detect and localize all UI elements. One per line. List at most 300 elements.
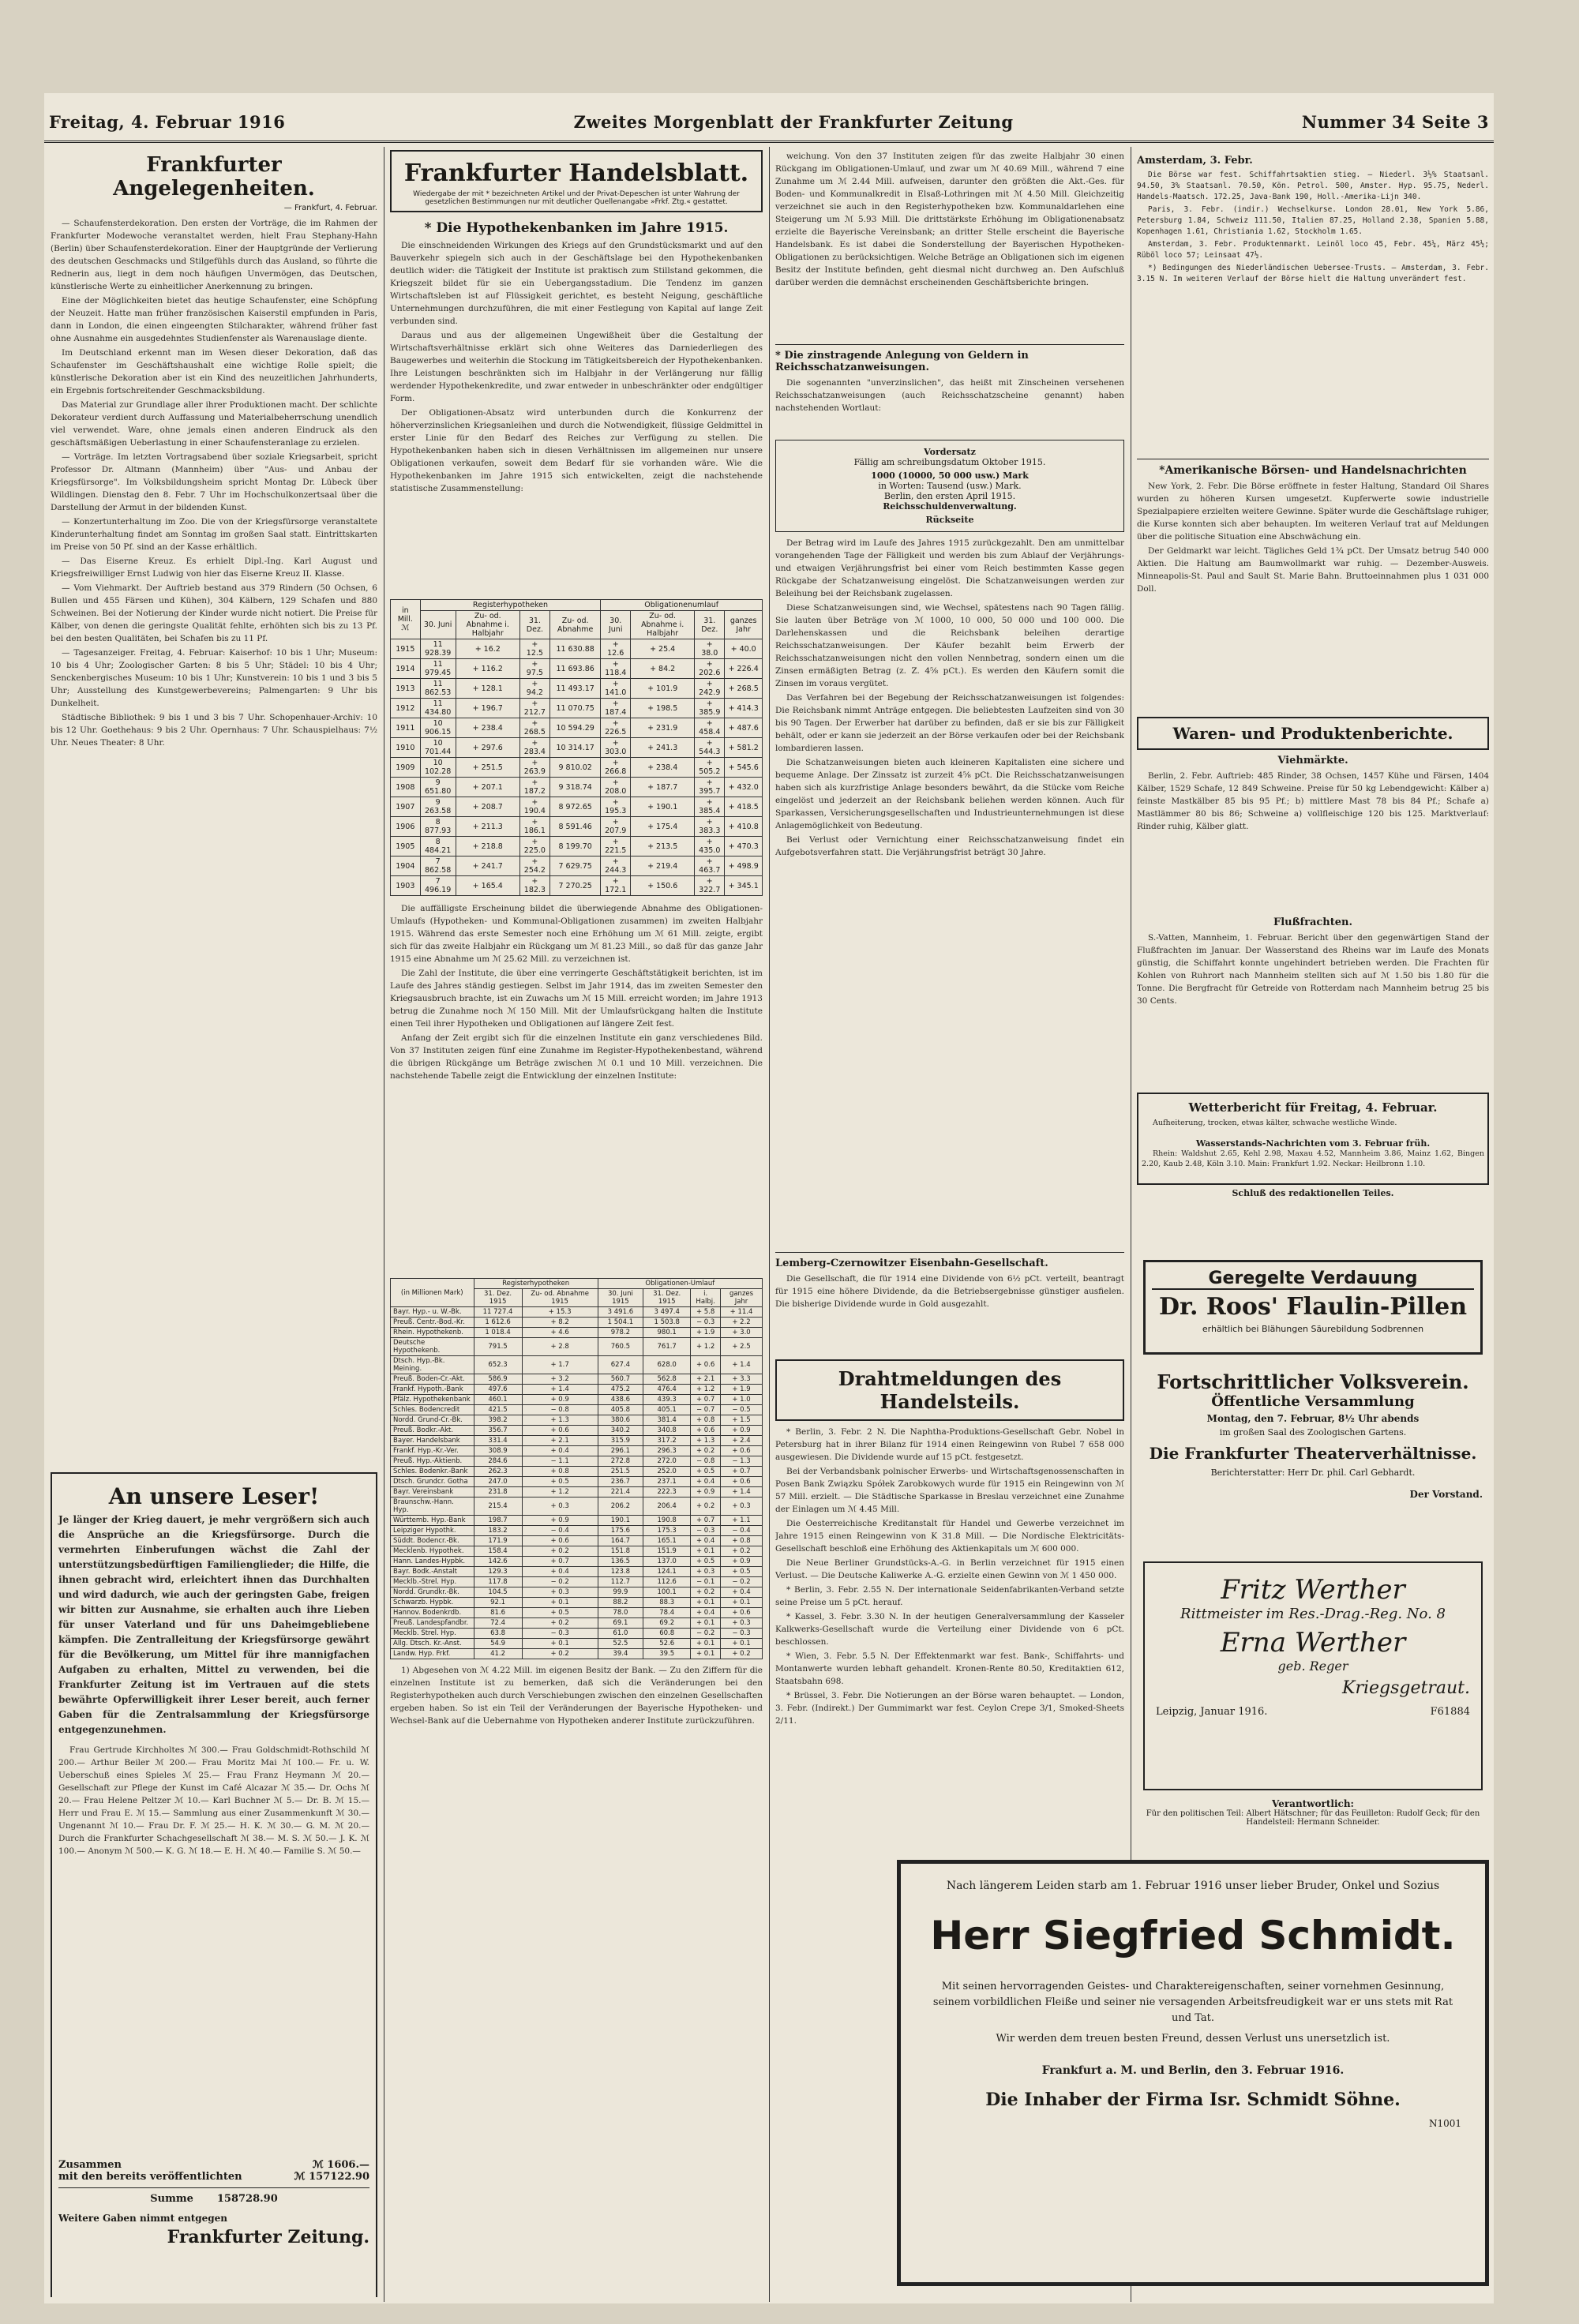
table-cell: + 4.6: [522, 1328, 598, 1338]
table-cell: + 187.7: [631, 778, 695, 797]
table-cell: + 470.3: [725, 837, 763, 857]
table-cell: − 0.8: [522, 1405, 598, 1415]
article-text: Die einschneidenden Wirkungen des Kriegs auf den Grundstücksmarkt und auf den Bauverkehr spiegeln sich auch in der Geschäftslage bei den Hypothekenbanken deutlich wider: die Tätigkeit der Institute ist praktisch zum Stillstand gekommen, die Kriegszeit bildet für sie ein Uebergangsstadium. Die Tendenz im ganzen Wirtschaftsleben ist auf Flüssigkeit gerichtet, es besteht Neigung, geschäftliche Unternehmungen durchzuführen, die mit einer Festlegung von Kapital auf lange Zeit verbunden sind. Daraus und aus der allgemeinen Ungewißheit über die Gestaltung der Wirtschaftsverhältnisse erklärt sich ohne Weiteres das Darniederliegen des Baugewerbes und weiterhin die Stockung im Tätigkeitsbereich der Hypothekenbanken. Ihre Leistungen beschränkten sich im Halbjahr in der Verlängerung nur fällig werdender Hypothekenkredite, und zwar entweder in unbeschränkter oder endgültiger Form. Der Obligationen-Absatz wird unterbunden durch die Konkurrenz der höherverzinslichen Kriegsanleihen und durch die Notwendigkeit, flüssige Geldmittel in erster Linie für den Bedarf des Reiches zur Verfügung zu stellen. Die Hypothekenbanken haben sich in diesen Verhältnissen im allgemeinen nur unsere Obligationen verkaufen, soweit dem Bedarf für sie vorhanden wäre. Wie die Hypothekenbanken im Jahre 1915 sich entwickelten, zeigt die nachstehende statistische Zusammenstellung:: [390, 241, 763, 493]
table-cell: + 0.1: [522, 1639, 598, 1649]
table-cell: − 0.4: [522, 1526, 598, 1536]
table-cell: 8 591.46: [549, 817, 600, 837]
table-cell: + 0.9: [522, 1395, 598, 1405]
table-row: [391, 1328, 763, 1338]
table-cell: 1913: [391, 679, 421, 699]
table-cell: 11 434.80: [420, 699, 456, 718]
table-cell: + 0.8: [522, 1467, 598, 1477]
table-cell: 206.4: [643, 1497, 691, 1516]
section-title: Frankfurter Angelegenheiten.: [113, 153, 315, 201]
table-row: [391, 1587, 763, 1598]
table-cell: + 0.1: [691, 1598, 721, 1608]
table-cell: + 0.4: [691, 1536, 721, 1546]
table-cell: + 268.5: [725, 679, 763, 699]
table-row: [391, 1557, 763, 1567]
article-text: Der Betrag wird im Laufe des Jahres 1915 zurückgezahlt. Den am unmittelbar vorangehenden Tage der Fälligkeit und werden bis zum Ablauf der Verjährungs- und etwaigen Verjährungsfrist bei einer vom Reich bestimmten Kasse gegen Rückgabe der Schatzanweisung eingelöst. Die Schatzanweisungen werden zur Beleihung bei der Reichsbank zugelassen. Diese Schatzanweisungen sind, wie Wechsel, spätestens nach 90 Tagen fällig. Sie lauten über Beträge von ℳ 1000, 10 000, 50 000 und 100 000. Die Darlehenskassen und die Reichsbank beleihen derartige Reichsschatzanweisungen. Der Käufer bezahlt beim Erwerb der Reichsschatzanweisungen nicht den vollen Nennbetrag, sondern einen um die Zinsen ermäßigten Betrag (z. Z. 4⅝ pCt.). Es werden den Käufern somit die Zinsen im voraus vergütet. Das Verfahren bei der Begebung der Reichsschatzanweisungen ist folgendes: Die Reichsbank nimmt Anträge entgegen. Die beliebtesten Laufzeiten sind von 30 bis 90 Tagen. Der Erwerber hat darüber zu befinden, daß er sie bis zur Fälligkeit behält, oder er kann sie jederzeit an der Börse verkaufen oder bei der Reichsbank lombardieren lassen. Die Schatzanweisungen bieten auch kleineren Kapitalisten eine sichere und bequeme Anlage. Der Zinssatz ist zurzeit 4⅝ pCt. Die Reichsschatzanweisungen haben sich als kurzfristige Anlage besonders bewährt, da die Stücke vom Reiche eingelöst und jederzeit an der Reichsbank beliehen werden können. Auch für Sparkassen, Versicherungsgesellschaften und Industrieunternehmungen ist diese Anlagemöglichkeit von Bedeutung. Bei Verlust oder Vernichtung einer Reichsschatzanweisung findet ein Aufgebotsverfahren statt. Die Verjährungsfrist beträgt 30 Jahre.: [775, 538, 1124, 857]
table-cell: + 435.0: [695, 837, 725, 857]
table-cell: − 0.7: [691, 1405, 721, 1415]
table-cell: + 5.8: [691, 1307, 721, 1318]
table-row: [391, 817, 763, 837]
notice-title: An unsere Leser!: [108, 1483, 320, 1509]
table-cell: + 0.7: [691, 1516, 721, 1526]
table-cell: + 254.2: [519, 857, 549, 876]
table-cell: + 0.2: [522, 1546, 598, 1557]
section-title: Frankfurter Handelsblatt.: [403, 159, 749, 187]
article-text: New York, 2. Febr. Die Börse eröffnete in fester Haltung, Standard Oil Shares wurden zu höheren Kursen umgesetzt. Kupferwerte sowie industrielle Spezialpapiere erzielten weitere Gewinne. Später wurde die Geschäftslage ruhiger, die Kurse konnten sich aber behaupten. Im weiteren Verlauf trat auf Meldungen über die politische Situation eine Abschwächung ein. Der Geldmarkt war leicht. Tägliches Geld 1¾ pCt. Der Umsatz betrug 540 000 Aktien. Die Haltung am Baumwollmarkt war ruhig. — Dezember-Ausweis. Minneapolis-St. Paul and Sault St. Marie Bahn. Bruttoeinnahmen plus 1 031 000 Doll.: [1137, 482, 1489, 594]
table-cell: 99.9: [598, 1587, 643, 1598]
table-cell: + 1.3: [691, 1436, 721, 1446]
table-row: [391, 1385, 763, 1395]
table-cell: 1911: [391, 718, 421, 738]
section-heading: Lemberg-Czernowitzer Eisenbahn-Gesellschaft.: [775, 1258, 1048, 1269]
table-cell: + 198.5: [631, 699, 695, 718]
table-cell: − 0.4: [721, 1526, 763, 1536]
table-row: [391, 1426, 763, 1436]
table-cell: − 0.3: [691, 1318, 721, 1328]
table-cell: + 208.0: [601, 778, 631, 797]
bank-name: Preuß. Bodkr.-Akt.: [391, 1426, 474, 1436]
article-text: Die sogenannten "unverzinslichen", das heißt mit Zinscheinen versehenen Reichsschatzanweisungen (auch Reichsschatzscheine genannt) haben nachstehenden Wortlaut:: [775, 378, 1124, 413]
table-header: in Mill. ℳ: [391, 600, 421, 639]
table-cell: + 0.2: [691, 1497, 721, 1516]
table-cell: 39.5: [643, 1649, 691, 1659]
bank-name: Bayr. Vereinsbank: [391, 1487, 474, 1497]
bank-name: Dtsch. Grundcr. Gotha: [391, 1477, 474, 1487]
table-cell: + 263.9: [519, 758, 549, 778]
table-cell: 88.2: [598, 1598, 643, 1608]
table-cell: 1903: [391, 876, 421, 896]
table-cell: + 1.5: [721, 1415, 763, 1426]
bank-name: Preuß. Hyp.-Aktienb.: [391, 1456, 474, 1467]
table-cell: + 0.7: [522, 1557, 598, 1567]
table-cell: + 0.1: [691, 1546, 721, 1557]
table-cell: 221.4: [598, 1487, 643, 1497]
table-cell: 296.1: [598, 1446, 643, 1456]
bank-name: Rhein. Hypothekenb.: [391, 1328, 474, 1338]
table-cell: 237.1: [643, 1477, 691, 1487]
bank-name: Schwarzb. Hypbk.: [391, 1598, 474, 1608]
responsible-editors: Verantwortlich: Für den politischen Teil: Albert Hätschner; für das Feuilleton: Rudolf Geck; für den Handelsteil: Hermann Schneider.: [1146, 1798, 1480, 1827]
article-text: S.-Vatten, Mannheim, 1. Februar. Bericht über den gegenwärtigen Stand der Flußfrachten im Januar. Der Wasserstand des Rheins war im Laufe des Monats günstig, die Schiffahrt konnte ungehindert betrieben werden. Die Frachten für Kohlen von Ruhrort nach Mannheim stellten sich auf ℳ 1.50 bis 1.80 für die Tonne. Die Bergfracht für Getreide von Rotterdam nach Mannheim betrug 25 bis 30 Cents.: [1137, 933, 1489, 1006]
mortgage-table-banks: (in Millionen Mark) Registerhypotheken Obligationen-Umlauf 31. Dez. 1915 Zu- od. Abnahme 1915 30. Juni 1915 31. Dez. 1915 i. Halbj. ganzes Jahr Bayr. Hyp.- u. W.-Bk. 11 727.4 + 15.3 3 491.6 3 497.4 + 5.8 + 11.4 Preuß. Centr.-Bod.-Kr. 1 612.6 + 8.2 1 504.1 1 503.8 − 0.3 + 2.2 Rhein. Hypothekenb. 1 018.4 + 4.6 978.2 980.1 + 1.9 + 3.0 Deutsche Hypothekenb. 791.5 + 2.8 760.5 761.7 + 1.2 + 2.5 Dtsch. Hyp.-Bk. Meining. 652.3 + 1.7 627.4 628.0 + 0.6 + 1.4 Preuß. Boden-Cr.-Akt. 586.9 + 3.2 560.7 562.8 + 2.1 + 3.3 Frankf. Hypoth.-Bank 497.6 + 1.4 475.2 476.4 + 1.2 + 1.9 Pfälz. Hypothekenbank 460.1 + 0.9 438.6 439.3 + 0.7 + 1.0 Schles. Bodencredit 421.5 − 0.8 405.8 405.1 − 0.7 − 0.5 Nordd. Grund-Cr.-Bk. 398.2 + 1.3 380.6 381.4 + 0.8 + 1.5 Preuß. Bodkr.-Akt. 356.7 + 0.6 340.2 340.8 + 0.6 + 0.9 Bayer. Handelsbank 331.4 + 2.1 315.9 317.2 + 1.3 + 2.4 Frankf. Hyp.-Kr.-Ver. 308.9 + 0.4 296.1 296.3 + 0.2 + 0.6 Preuß. Hyp.-Aktienb. 284.6 − 1.1 272.8 272.0 − 0.8 − 1.3 Schles. Bodenkr.-Bank 262.3 + 0.8 251.5 252.0 + 0.5 + 0.7 Dtsch. Grundcr. Gotha 247.0 + 0.5 236.7 237.1 + 0.4 + 0.6 Bayr. Vereinsbank 231.8 + 1.2 221.4 222.3 + 0.9 + 1.4 Braunschw.-Hann. Hyp. 215.4 + 0.3 206.2 206.4 + 0.2 + 0.3 Württemb. Hyp.-Bank 198.7 + 0.9 190.1 190.8 + 0.7 + 1.1 Leipziger Hypothk. 183.2 − 0.4 175.6 175.3 − 0.3 − 0.4 Süddt. Bodencr.-Bk. 171.9 + 0.6 164.7 165.1 + 0.4 + 0.8 Mecklenb. Hypothek. 158.4 + 0.2 151.8 151.9 + 0.1 + 0.2 Hann. Landes-Hypbk. 142.6 + 0.7 136.5 137.0 + 0.5 + 0.9 Bayr. Bodk.-Anstalt 129.3 + 0.4 123.8 124.1 + 0.3 + 0.5 Mecklb.-Strel. Hyp. 117.8 − 0.2 112.7 112.6 − 0.1 − 0.2 Nordd. Grundkr.-Bk. 104.5 + 0.3 99.9 100.1 + 0.2 + 0.4 Schwarzb. Hypbk. 92.1 + 0.1 88.2 88.3 + 0.1 + 0.1 Hannov. Bodenkrdb. 81.6 + 0.5 78.0 78.4 + 0.4 + 0.6 Preuß. Landespfandbr. 72.4 + 0.2 69.1 69.2 + 0.1 + 0.3 Mecklb. Strel. Hyp. 63.8 − 0.3 61.0 60.8 − 0.2 − 0.3 Allg. Dtsch. Kr.-Anst. 54.9 + 0.1 52.5 52.6 + 0.1 + 0.1 Landw. Hyp. Frkf. 41.2 + 0.2 39.4 39.5 + 0.1 + 0.2: [390, 1278, 763, 1659]
table-cell: 11 630.88: [549, 639, 600, 659]
table-row: [391, 699, 763, 718]
table-row: [391, 1395, 763, 1405]
bank-name: Preuß. Landespfandbr.: [391, 1618, 474, 1629]
table-cell: + 0.2: [522, 1649, 598, 1659]
table-cell: 3 491.6: [598, 1307, 643, 1318]
table-cell: + 40.0: [725, 639, 763, 659]
table-row: [391, 718, 763, 738]
bank-name: Frankf. Hyp.-Kr.-Ver.: [391, 1446, 474, 1456]
table-cell: + 0.4: [522, 1446, 598, 1456]
table-cell: + 0.2: [522, 1618, 598, 1629]
table-cell: + 0.4: [522, 1567, 598, 1577]
table-cell: + 2.1: [691, 1374, 721, 1385]
table-cell: 52.5: [598, 1639, 643, 1649]
table-cell: 100.1: [643, 1587, 691, 1598]
table-cell: 11 727.4: [474, 1307, 522, 1318]
table-cell: 308.9: [474, 1446, 522, 1456]
article-text: — Schaufensterdekoration. Den ersten der Vorträge, die im Rahmen der Frankfurter Modewoche veranstaltet werden, hielt Frau Stephany-Hahn (Berlin) über Schaufensterdekoration. Einer der Hauptgründe der Verlierung des deutschen Geschmacks und Stilgefühls durch das Ausland, so führte die Rednerin aus, liegt in dem noch häufigen Unvermögen, das Deutschen, künstlerische Werte zu einheitlicher Anerkennung zu bringen. Eine der Möglichkeiten bietet das heutige Schaufenster, eine Schöpfung der Neuzeit. Hatte man früher französischen Kaiserstil empfunden in Paris, dann in London, die einen eingeengten Stilcharakter, während früher fast ohne Ausnahme ein ausgedehntes Studienfenster als Warenauslage diente. Im Deutschland erkennt man im Wesen dieser Dekoration, daß das Schaufenster im Geschäftshaushalt eine wichtige Rolle spielt; die künstlerische Dekoration aber ist ein Kind des neuzeitlichen Jahrhunderts, ein Ergebnis fortschreitender Geschmacksbildung. Das Material zur Grundlage aller ihrer Produktionen macht. Der schlichte Dekorateur verdient durch Auffassung und Materialbeherrschung unendlich viel verwendet. Ware, ohne jemals einen anderen Eindruck als den geschäftsmäßigen Ueberlastung in einer Schaufensteranlage zu erzielen. — Vorträge. Im letzten Vortragsabend über soziale Kriegsarbeit, spricht Professor Dr. Altmann (Mannheim) über "Aus- und Anbau der Kriegsfürsorge". Im Volksbildungsheim spricht Montag Dr. Lübeck über Wildlingen. Dienstag den 8. Febr. 7 Uhr im Hochschulkonzertsaal über die Darstellung der Armut in der bildenden Kunst. — Konzertunterhaltung im Zoo. Die von der Kriegsfürsorge veranstaltete Kinderunterhaltung findet am Sonntag im großen Saal statt. Eintrittskarten im Preise von 50 Pf. sind an der Kasse erhältlich. — Das Eiserne Kreuz. Es erhielt Dipl.-Ing. Karl August und Kriegsfreiwilliger Ernst Ludwig von hier das Eiserne Kreuz II. Klasse. — Vom Viehmarkt. Der Auftrieb bestand aus 379 Rindern (50 Ochsen, 6 Bullen und 455 Färsen und Kühen), 304 Kälbern, 129 Schafen und 880 Schweinen. Bei der Notierung der Kinder wurde nicht notiert. Die Preise für Kälber, von denen die geringste Qualität fehlte, erhöhten sich bis zu 13 Pf. bei den besten Qualitäten, bei Schafen bis zu 11 Pf. — Tagesanzeiger. Freitag, 4. Februar: Kaiserhof: 10 bis 1 Uhr; Museum: 10 bis 4 Uhr; Zoologischer Garten: 8 bis 5 Uhr; Städel: 10 bis 4 Uhr; Senckenbergisches Museum: 10 bis 1 Uhr; Kunstverein: 10 bis 1 und 3 bis 5 Uhr; Ausstellung des Kunstgewerbevereins; Palmengarten: 9 Uhr bis Dunkelheit. Städtische Bibliothek: 9 bis 1 und 3 bis 7 Uhr. Schopenhauer-Archiv: 10 bis 12 Uhr. Goethehaus: 9 bis 2 Uhr. Opernhaus: 7 Uhr. Schauspielhaus: 7½ Uhr. Neues Theater: 8 Uhr.: [51, 219, 377, 748]
table-cell: + 0.7: [721, 1467, 763, 1477]
bank-name: Pfälz. Hypothekenbank: [391, 1395, 474, 1405]
table-cell: 183.2: [474, 1526, 522, 1536]
table-cell: 586.9: [474, 1374, 522, 1385]
table-cell: + 1.1: [721, 1516, 763, 1526]
table-row: [391, 837, 763, 857]
table-cell: + 1.9: [721, 1385, 763, 1395]
subsection-heading: Viehmärkte.: [1277, 755, 1348, 767]
bank-name: Preuß. Centr.-Bod.-Kr.: [391, 1318, 474, 1328]
table-cell: + 241.3: [631, 738, 695, 758]
table-cell: + 0.5: [522, 1608, 598, 1618]
table-cell: + 0.2: [691, 1446, 721, 1456]
notice-body: Je länger der Krieg dauert, je mehr vergrößern sich auch die Ansprüche an die Kriegsfürsorge. Durch die vermehrten Einberufungen wächst die Zahl der unterstützungsbedürftigen Familienglieder; die Hilfe, die ihnen gebracht wird, erleichtert ihnen das Durchhalten und wird dadurch, wie auch der geringsten Gabe, freigen wir bitten zur Ausnahme, sie erhalten auch ihre Lieben für unser Vaterland und für uns Daheimgebliebene kämpfen. Die Zentralleitung der Kriegsfürsorge gewährt für die Bevölkerung, um Mittel für ihre mannigfachen Aufgaben zu erhalten, Mittel zu verwenden, bei die Frankfurter Zeitung ist im Vertrauen auf die stets bewährte Opferwilligkeit ihrer Leser bereit, auch ferner Gaben für die Zentralsammlung der Kriegsfürsorge entgegenzunehmen.: [58, 1514, 369, 1735]
table-cell: − 1.3: [721, 1456, 763, 1467]
table-cell: + 2.5: [721, 1338, 763, 1356]
table-cell: + 0.1: [691, 1618, 721, 1629]
table-cell: + 0.3: [721, 1618, 763, 1629]
table-cell: 92.1: [474, 1598, 522, 1608]
table-cell: + 0.6: [522, 1426, 598, 1436]
article-text: * Berlin, 3. Febr. 2 N. Die Naphtha-Produktions-Gesellschaft Gebr. Nobel in Petersburg hat in ihrer Bilanz für 1914 einen Reingewinn von Rubel 7 658 000 ausgewiesen. Die Dividende wurde auf 15 pCt. festgesetzt. Bei der Verbandsbank polnischer Erwerbs- und Wirtschaftsgenossenschaften in Posen Bank Związku Spółek Zarobkowych wurde für 1915 ein Reingewinn von ℳ 57 Mill. erzielt. — Die Städtische Sparkasse in Breslau verzeichnet eine Zunahme der Einlagen um ℳ 4.45 Mill. Die Oesterreichische Kreditanstalt für Handel und Gewerbe verzeichnet im Jahre 1915 einen Reingewinn von K 31.8 Mill. — Die Nordische Elektricitäts-Gesellschaft beschloß eine Erhöhung des Aktienkapitals um ℳ 600 000. Die Neue Berliner Grundstücks-A.-G. in Berlin verzeichnet für 1915 einen Verlust. — Die Deutsche Kaliwerke A.-G. erzielte einen Gewinn von ℳ 1 450 000. * Berlin, 3. Febr. 2.55 N. Der internationale Seidenfabrikanten-Verband setzte seine Preise um 5 pCt. herauf. * Kassel, 3. Febr. 3.30 N. In der heutigen Generalversammlung der Kasseler Kalkwerks-Gesellschaft wurde die Verteilung einer Dividende von 6 pCt. beschlossen. * Wien, 3. Febr. 5.5 N. Der Effektenmarkt war fest. Bank-, Schiffahrts- und Montanwerte wurden lebhaft gehandelt. Kronen-Rente 80.50, Kreditaktien 612, Staatsbahn 698. * Brüssel, 3. Febr. Die Notierungen an der Börse waren behauptet. — London, 3. Febr. (Indirekt.) Der Gummimarkt war fest. Ceylon Crepe 3/1, Smoked-Sheets 2/11.: [775, 1427, 1124, 1726]
table-cell: + 0.9: [721, 1426, 763, 1436]
table-cell: 247.0: [474, 1477, 522, 1487]
table-cell: 1906: [391, 817, 421, 837]
table-cell: 356.7: [474, 1426, 522, 1436]
table-cell: + 238.4: [631, 758, 695, 778]
exchange-rates: Die Börse war fest. Schiffahrtsaktien stieg. — Niederl. 3½% Staatsanl. 94.50, 3% Staatsanl. 70.50, Kön. Petrol. 500, Amster. Hyp. 95.75, Nederl. Handels-Maatsch. 172.25, Java-Bank 190, Holl.-Amerika-Lijn 340. Paris, 3. Febr. (indir.) Wechselkurse. London 28.01, New York 5.86, Petersburg 1.84, Schweiz 111.50, Italien 87.25, Holland 2.38, Spanien 5.88, Kopenhagen 1.61, Christiania 1.62, Stockholm 1.65. Amsterdam, 3. Febr. Produktenmarkt. Leinöl loco 45, Febr. 45¼, März 45½; Rüböl loco 57; Leinsaat 47½. *) Bedingungen des Niederländischen Uebersee-Trusts. — Amsterdam, 3. Febr. 3.15 N. Im weiteren Verlauf der Börse hielt die Haltung unverändert fest.: [1137, 171, 1489, 283]
table-row: [391, 1629, 763, 1639]
table-cell: 760.5: [598, 1338, 643, 1356]
article-text: 1) Abgesehen von ℳ 4.22 Mill. im eigenen Besitz der Bank. — Zu den Ziffern für die einzelnen Institute ist zu bemerken, daß sich die Veränderungen bei den Registerhypotheken auch durch Verschiebungen zwischen den einzelnen Gesellschaften ergeben haben. So ist ein Teil der Veränderungen der Bayerische Hypotheken- und Wechsel-Bank auf die Uebernahme von Hypotheken anderer Institute zurückzuführen.: [390, 1666, 763, 1726]
table-cell: 460.1: [474, 1395, 522, 1405]
table-cell: 124.1: [643, 1567, 691, 1577]
article-text: Die Gesellschaft, die für 1914 eine Dividende von 6½ pCt. verteilt, beantragt für 1915 eine höhere Dividende, da die Betriebsergebnisse günstiger ausfielen. Die bisherige Dividende wurde in Gold ausgezahlt.: [775, 1274, 1124, 1309]
table-cell: + 487.6: [725, 718, 763, 738]
table-cell: + 207.9: [601, 817, 631, 837]
table-cell: + 0.6: [691, 1426, 721, 1436]
table-cell: 980.1: [643, 1328, 691, 1338]
goods-box: [1137, 717, 1489, 750]
table-cell: + 322.7: [695, 876, 725, 896]
table-row: [391, 1546, 763, 1557]
table-cell: + 0.5: [721, 1567, 763, 1577]
table-cell: + 165.4: [456, 876, 519, 896]
table-cell: 9 651.80: [420, 778, 456, 797]
table-cell: + 241.7: [456, 857, 519, 876]
table-cell: + 0.8: [691, 1415, 721, 1426]
table-cell: 315.9: [598, 1436, 643, 1446]
section-heading: * Die zinstragende Anlegung von Geldern in Reichsschatzanweisungen.: [775, 350, 1029, 373]
table-cell: 175.3: [643, 1526, 691, 1536]
table-cell: + 213.5: [631, 837, 695, 857]
table-cell: 438.6: [598, 1395, 643, 1405]
table-cell: + 0.9: [522, 1516, 598, 1526]
table-cell: 8 484.21: [420, 837, 456, 857]
table-cell: 398.2: [474, 1415, 522, 1426]
table-cell: + 1.2: [522, 1487, 598, 1497]
table-cell: 380.6: [598, 1415, 643, 1426]
table-cell: + 0.6: [721, 1608, 763, 1618]
table-cell: + 581.2: [725, 738, 763, 758]
table-cell: 1907: [391, 797, 421, 817]
table-cell: + 0.4: [691, 1477, 721, 1487]
table-cell: 1905: [391, 837, 421, 857]
table-row: [391, 1577, 763, 1587]
table-cell: + 0.6: [721, 1477, 763, 1487]
table-cell: 117.8: [474, 1577, 522, 1587]
table-cell: 104.5: [474, 1587, 522, 1598]
table-cell: 1910: [391, 738, 421, 758]
bank-name: Mecklenb. Hypothek.: [391, 1546, 474, 1557]
table-cell: 236.7: [598, 1477, 643, 1487]
weather-box: Wetterbericht für Freitag, 4. Februar. Aufheiterung, trocken, etwas kälter, schwache westliche Winde. Wasserstands-Nachrichten vom 3. Februar früh. Rhein: Waldshut 2.65, Kehl 2.98, Maxau 4.52, Mannheim 3.86, Mainz 1.62, Bingen 2.20, Kaub 2.48, Köln 3.10. Main: Frankfurt 1.92. Neckar: Heilbronn 1.10.: [1137, 1093, 1489, 1185]
table-cell: + 2.8: [522, 1338, 598, 1356]
table-cell: + 498.9: [725, 857, 763, 876]
table-cell: 421.5: [474, 1405, 522, 1415]
table-cell: − 0.8: [691, 1456, 721, 1467]
table-cell: 1912: [391, 699, 421, 718]
table-cell: + 0.2: [721, 1649, 763, 1659]
ad-volksverein: Fortschrittlicher Volksverein. Öffentliche Versammlung Montag, den 7. Februar, 8½ Uhr abends im großen Saal des Zoologischen Gartens. Die Frankfurter Theaterverhältnisse. Berichterstatter: Herr Dr. phil. Carl Gebhardt. Der Vorstand.: [1149, 1370, 1483, 1500]
table-cell: + 385.9: [695, 699, 725, 718]
table-cell: + 3.2: [522, 1374, 598, 1385]
table-cell: + 202.6: [695, 659, 725, 679]
table-cell: − 0.1: [691, 1577, 721, 1587]
table-cell: 405.8: [598, 1405, 643, 1415]
table-cell: + 0.6: [522, 1536, 598, 1546]
table-cell: 8 972.65: [549, 797, 600, 817]
table-cell: + 12.5: [519, 639, 549, 659]
table-cell: + 221.5: [601, 837, 631, 857]
table-cell: − 0.3: [522, 1629, 598, 1639]
signature: Frankfurter Zeitung.: [167, 2227, 369, 2247]
ad-wedding-notice: Fritz Werther Rittmeister im Res.-Drag.-Reg. No. 8 Erna Werther geb. Reger Kriegsgetraut. Leipzig, Januar 1916. F61884: [1143, 1561, 1483, 1790]
table-cell: + 414.3: [725, 699, 763, 718]
table-cell: 1 503.8: [643, 1318, 691, 1328]
bank-name: Hannov. Bodenkrdb.: [391, 1608, 474, 1618]
readers-notice: [51, 1472, 377, 2297]
bank-name: Preuß. Boden-Cr.-Akt.: [391, 1374, 474, 1385]
bank-name: Nordd. Grundkr.-Bk.: [391, 1587, 474, 1598]
table-cell: 627.4: [598, 1356, 643, 1374]
table-cell: 175.6: [598, 1526, 643, 1536]
table-cell: 1 612.6: [474, 1318, 522, 1328]
table-cell: + 0.1: [721, 1639, 763, 1649]
table-cell: 129.3: [474, 1567, 522, 1577]
table-cell: 61.0: [598, 1629, 643, 1639]
table-cell: + 297.6: [456, 738, 519, 758]
table-cell: + 1.4: [522, 1385, 598, 1395]
table-group-header: Registerhypotheken: [420, 600, 601, 611]
table-cell: + 0.1: [691, 1639, 721, 1649]
table-cell: + 238.4: [456, 718, 519, 738]
table-cell: − 0.3: [691, 1526, 721, 1536]
table-row: [391, 758, 763, 778]
table-cell: + 242.9: [695, 679, 725, 699]
table-cell: + 0.3: [522, 1497, 598, 1516]
table-cell: + 1.9: [691, 1328, 721, 1338]
table-row: [391, 1318, 763, 1328]
table-cell: 331.4: [474, 1436, 522, 1446]
table-row: [391, 1526, 763, 1536]
bank-name: Bayr. Hyp.- u. W.-Bk.: [391, 1307, 474, 1318]
table-cell: + 207.1: [456, 778, 519, 797]
table-cell: 761.7: [643, 1338, 691, 1356]
table-row: [391, 1374, 763, 1385]
table-cell: 69.1: [598, 1618, 643, 1629]
table-row: [391, 1456, 763, 1467]
table-cell: + 219.4: [631, 857, 695, 876]
table-cell: 60.8: [643, 1629, 691, 1639]
table-cell: 142.6: [474, 1557, 522, 1567]
table-cell: + 208.7: [456, 797, 519, 817]
table-cell: 78.0: [598, 1608, 643, 1618]
bank-name: Nordd. Grund-Cr.-Bk.: [391, 1415, 474, 1426]
table-cell: + 0.9: [721, 1557, 763, 1567]
table-cell: 136.5: [598, 1557, 643, 1567]
bank-name: Hann. Landes-Hypbk.: [391, 1557, 474, 1567]
table-cell: + 182.3: [519, 876, 549, 896]
table-cell: + 0.8: [721, 1536, 763, 1546]
table-cell: + 1.3: [522, 1415, 598, 1426]
table-cell: 78.4: [643, 1608, 691, 1618]
table-cell: + 175.4: [631, 817, 695, 837]
bank-name: Braunschw.-Hann. Hyp.: [391, 1497, 474, 1516]
page-header: [44, 107, 1494, 136]
table-cell: + 0.5: [691, 1557, 721, 1567]
table-row: [391, 1436, 763, 1446]
table-row: [391, 1567, 763, 1577]
table-cell: + 25.4: [631, 639, 695, 659]
table-cell: + 16.2: [456, 639, 519, 659]
reprint-note: Wiedergabe der mit * bezeichneten Artikel und der Privat-Depeschen ist unter Wahrung der gesetzlichen Bestimmungen nur mit deutlicher Quellenangabe »Frkf. Ztg.« gestattet.: [413, 190, 740, 206]
table-cell: + 12.6: [601, 639, 631, 659]
table-cell: 9 263.58: [420, 797, 456, 817]
table-cell: 52.6: [643, 1639, 691, 1649]
table-cell: 272.8: [598, 1456, 643, 1467]
column-divider: [769, 147, 770, 2302]
sum-total: Summe 158728.90: [150, 2193, 278, 2205]
table-cell: + 150.6: [631, 876, 695, 896]
table-cell: − 0.2: [721, 1577, 763, 1587]
table-cell: + 0.2: [721, 1546, 763, 1557]
table-cell: 10 314.17: [549, 738, 600, 758]
dateline: — Frankfurt, 4. Februar.: [283, 204, 377, 212]
table-cell: 11 862.53: [420, 679, 456, 699]
table-row: [391, 1536, 763, 1546]
table-cell: 41.2: [474, 1649, 522, 1659]
table-cell: + 225.0: [519, 837, 549, 857]
table-cell: − 0.5: [721, 1405, 763, 1415]
table-cell: 1914: [391, 659, 421, 679]
table-cell: 39.4: [598, 1649, 643, 1659]
table-cell: 1909: [391, 758, 421, 778]
table-cell: + 231.9: [631, 718, 695, 738]
column-markets: [1137, 150, 1489, 1255]
table-group-header: Obligationenumlauf: [601, 600, 763, 611]
section-title: Waren- und Produktenberichte.: [1172, 724, 1453, 743]
table-cell: 405.1: [643, 1405, 691, 1415]
table-cell: + 266.8: [601, 758, 631, 778]
bank-name: Bayer. Handelsbank: [391, 1436, 474, 1446]
table-cell: 1 504.1: [598, 1318, 643, 1328]
table-cell: 8 877.93: [420, 817, 456, 837]
table-cell: 11 979.45: [420, 659, 456, 679]
table-cell: + 0.7: [691, 1395, 721, 1405]
obituary-notice: Nach längerem Leiden starb am 1. Februar 1916 unser lieber Bruder, Onkel und Sozius Herr Siegfried Schmidt. Mit seinen hervorragenden Geistes- und Charaktereigenschaften, seiner vornehmen Gesinnung, seinem vorbildlichen Fleiße und seiner nie versagenden Arbeitsfreudigkeit war er uns stets mit Rat und Tat. Wir werden dem treuen besten Freund, dessen Verlust uns unersetzlich ist. Frankfurt a. M. und Berlin, den 3. Februar 1916. Die Inhaber der Firma Isr. Schmidt Söhne. N1001: [897, 1860, 1489, 2286]
table-cell: + 2.2: [721, 1318, 763, 1328]
table-row: [391, 1467, 763, 1477]
table-cell: + 84.2: [631, 659, 695, 679]
table-row: [391, 738, 763, 758]
table-cell: + 2.4: [721, 1436, 763, 1446]
table-cell: + 190.4: [519, 797, 549, 817]
table-cell: + 385.4: [695, 797, 725, 817]
section-heading: *Amerikanische Börsen- und Handelsnachrichten: [1159, 464, 1467, 477]
table-cell: + 345.1: [725, 876, 763, 896]
table-cell: − 0.2: [691, 1629, 721, 1639]
table-cell: 1904: [391, 857, 421, 876]
table-cell: + 545.6: [725, 758, 763, 778]
table-cell: + 0.1: [721, 1598, 763, 1608]
bank-name: Leipziger Hypothk.: [391, 1526, 474, 1536]
table-cell: + 395.7: [695, 778, 725, 797]
table-cell: 171.9: [474, 1536, 522, 1546]
table-cell: 628.0: [643, 1356, 691, 1374]
section-title: Drahtmeldungen des Handelsteils.: [838, 1367, 1062, 1413]
table-cell: + 212.7: [519, 699, 549, 718]
table-cell: − 0.2: [522, 1577, 598, 1587]
table-cell: + 196.7: [456, 699, 519, 718]
table-row: [391, 1516, 763, 1526]
table-cell: + 410.8: [725, 817, 763, 837]
bank-name: Württemb. Hyp.-Bank: [391, 1516, 474, 1526]
sum-line: mit den bereits veröffentlichten ℳ 157122.90: [58, 2171, 369, 2183]
table-cell: 198.7: [474, 1516, 522, 1526]
table-cell: 11 693.86: [549, 659, 600, 679]
table-row: [391, 797, 763, 817]
table-row: [391, 1446, 763, 1456]
article-text: weichung. Von den 37 Instituten zeigen für das zweite Halbjahr 30 einen Rückgang im Obligationen-Umlauf, und zwar um ℳ 40.69 Mill., während 7 eine Zunahme um ℳ 2.44 Mill. aufweisen, darunter den größten die Akt.-Ges. für Boden- und Kommunalkredit in Elsaß-Lothringen mit ℳ 4.50 Mill. Gleichzeitig verzeichnet sie auch in den Registerhypotheken bzw. Kommunaldarlehen eine Steigerung um ℳ 5.93 Mill. Die drittstärkste Erhöhung im Obligationenabsatz erzielte die Bayerische Vereinsbank; an dritter Stelle erscheint die Bayerische Handelsbank. Es ist dabei die Sonderstellung der Bayerischen Hypotheken-Obligationen zu berücksichtigen. Welche Beträge an Obligationen sich im eigenen Besitz der Institute befinden, geht diesmal nicht durchweg an. Den Aufschluß darüber werden die demnächst erscheinenden Geschäftsberichte bringen.: [775, 152, 1124, 287]
table-cell: 3 497.4: [643, 1307, 691, 1318]
table-row: [391, 876, 763, 896]
table-cell: 137.0: [643, 1557, 691, 1567]
table-cell: 206.2: [598, 1497, 643, 1516]
table-row: [391, 639, 763, 659]
table-row: [391, 1639, 763, 1649]
column-local-news: [51, 150, 377, 2297]
table-cell: 54.9: [474, 1639, 522, 1649]
article-text: Berlin, 2. Febr. Auftrieb: 485 Rinder, 38 Ochsen, 1457 Kühe und Färsen, 1404 Kälber, 1529 Schafe, 12 849 Schweine. Preise für 50 kg Lebendgewicht: Kälber a) feinste Mastkälber 85 bis 95 Pf.; b) mittlere Mast 78 bis 84 Pf.; Schafe a) Mastlämmer 80 bis 86; Schweine a) vollfleischige 120 bis 125. Marktverlauf: Rinder ruhig, Kälber glatt.: [1137, 771, 1489, 831]
wire-news-box: [775, 1359, 1124, 1421]
table-cell: + 0.5: [522, 1477, 598, 1487]
table-cell: − 1.1: [522, 1456, 598, 1467]
table-cell: 791.5: [474, 1338, 522, 1356]
table-cell: + 226.4: [725, 659, 763, 679]
donor-list: Frau Gertrude Kirchholtes ℳ 300.— Frau Goldschmidt-Rothschild ℳ 200.— Arthur Beiler ℳ 200.— Frau Moritz Mai ℳ 100.— Fr. u. W. Ueberschuß eines Spieles ℳ 25.— Frau Franz Heymann ℳ 20.— Gesellschaft zur Pflege der Kunst im Café Alcazar ℳ 35.— Dr. Ochs ℳ 20.— Frau Helene Peltzer ℳ 10.— Karl Buchner ℳ 5.— Dr. B. ℳ 15.— Herr und Frau E. ℳ 15.— Sammlung aus einer Zusammenkunft ℳ 30.— Ungenannt ℳ 10.— Frau Dr. F. ℳ 25.— H. K. ℳ 30.— G. M. ℳ 20.— Durch die Frankfurter Schachgesellschaft ℳ 38.— M. S. ℳ 50.— J. K. ℳ 100.— Anonym ℳ 500.— K. G. ℳ 18.— E. H. ℳ 40.— Familie S. ℳ 50.—: [58, 1745, 369, 1856]
table-cell: + 251.5: [456, 758, 519, 778]
bank-name: Allg. Dtsch. Kr.-Anst.: [391, 1639, 474, 1649]
table-cell: + 1.4: [721, 1356, 763, 1374]
newspaper-page: [44, 93, 1494, 2303]
